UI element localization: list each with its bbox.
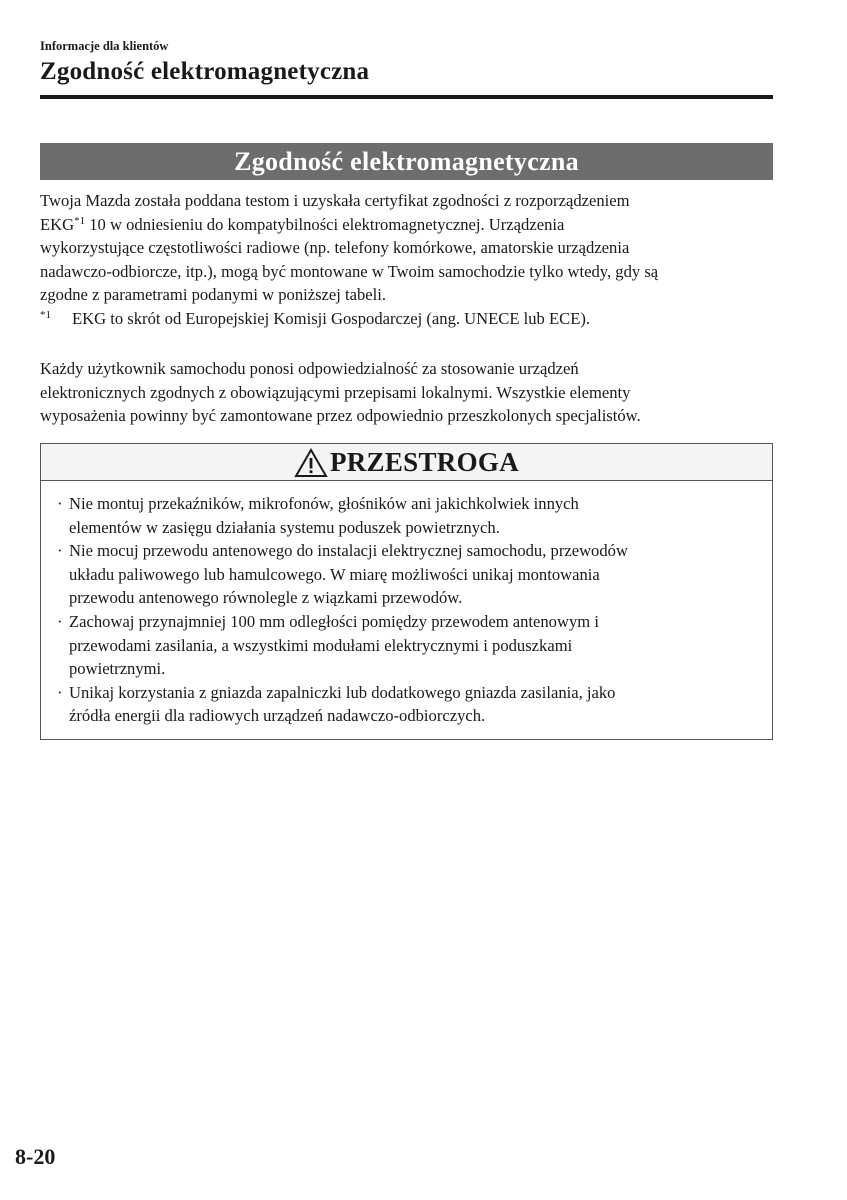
intro-text: 10 w odniesieniu do kompatybilności elektromagnetycznej. Urządzenia bbox=[85, 214, 565, 234]
intro-line bbox=[40, 213, 780, 237]
bullet-mark: · bbox=[57, 682, 63, 702]
section-banner: Zgodność elektromagnetyczna bbox=[40, 143, 773, 180]
responsibility-paragraph bbox=[40, 357, 780, 428]
caution-item bbox=[57, 492, 765, 539]
intro-paragraph bbox=[40, 189, 780, 331]
caution-item bbox=[57, 539, 765, 610]
caution-box bbox=[40, 443, 773, 740]
bullet-mark: · bbox=[57, 541, 63, 561]
paragraph-line: wyposażenia powinny być zamontowane przez odpowiednio przeszkolonych specjalistów. bbox=[40, 406, 641, 426]
caution-item bbox=[57, 681, 765, 728]
caution-item-line: przewodami zasilania, a wszystkimi modułami elektrycznymi i poduszkami bbox=[69, 635, 573, 655]
caution-item-line: Nie montuj przekaźników, mikrofonów, głośników ani jakichkolwiek innych bbox=[69, 494, 579, 513]
paragraph-line: Każdy użytkownik samochodu ponosi odpowiedzialność za stosowanie urządzeń bbox=[40, 359, 579, 378]
page-number: 8-20 bbox=[15, 1144, 56, 1169]
footnote-text: EKG to skrót od Europejskiej Komisji Gospodarczej (ang. UNECE lub ECE). bbox=[72, 308, 591, 328]
intro-text: EKG bbox=[40, 214, 75, 234]
bullet-mark: · bbox=[57, 494, 63, 513]
caution-item-line: powietrznymi. bbox=[69, 659, 166, 679]
caution-item-line: Nie mocuj przewodu antenowego do instalacji elektrycznej samochodu, przewodów bbox=[69, 541, 628, 561]
caution-item-line: Unikaj korzystania z gniazda zapalniczki lub dodatkowego gniazda zasilania, jako bbox=[69, 682, 616, 702]
caution-item bbox=[57, 610, 765, 681]
section-label: Informacje dla klientów bbox=[40, 39, 169, 53]
caution-header bbox=[41, 444, 772, 481]
caution-item-line: układu paliwowego lub hamulcowego. W miarę możliwości unikaj montowania bbox=[69, 564, 600, 584]
title-rule bbox=[40, 95, 773, 99]
paragraph-line: elektronicznych zgodnych z obowiązującymi przepisami lokalnymi. Wszystkie elementy bbox=[40, 382, 631, 402]
bullet-mark: · bbox=[57, 611, 63, 631]
footnote bbox=[40, 307, 780, 331]
caution-item-line: Zachowaj przynajmniej 100 mm odległości pomiędzy przewodem antenowym i bbox=[69, 611, 599, 631]
caution-title: PRZESTROGA bbox=[329, 446, 520, 477]
intro-line: wykorzystujące częstotliwości radiowe (np. telefony komórkowe, amatorskie urządzenia bbox=[40, 238, 630, 258]
caution-item-line: przewodu antenowego równolegle z wiązkami przewodów. bbox=[69, 588, 463, 608]
caution-list bbox=[57, 492, 765, 728]
footnote-mark bbox=[40, 307, 72, 331]
intro-line: Twoja Mazda została poddana testom i uzyskała certyfikat zgodności z rozporządzeniem bbox=[40, 191, 630, 210]
caution-item-line: elementów w zasięgu działania systemu poduszek powietrznych. bbox=[69, 517, 500, 537]
intro-line: nadawczo-odbiorcze, itp.), mogą być montowane w Twoim samochodzie tylko wtedy, gdy są bbox=[40, 261, 659, 281]
page-title: Zgodność elektromagnetyczna bbox=[40, 58, 370, 85]
warning-triangle-icon bbox=[294, 448, 328, 478]
caution-item-line: źródła energii dla radiowych urządzeń nadawczo-odbiorczych. bbox=[69, 706, 486, 726]
footnote-mark-sup: *1 bbox=[40, 308, 51, 321]
footnote-ref: *1 bbox=[74, 214, 86, 227]
intro-line: zgodne z parametrami podanymi w poniższej tabeli. bbox=[40, 285, 387, 305]
